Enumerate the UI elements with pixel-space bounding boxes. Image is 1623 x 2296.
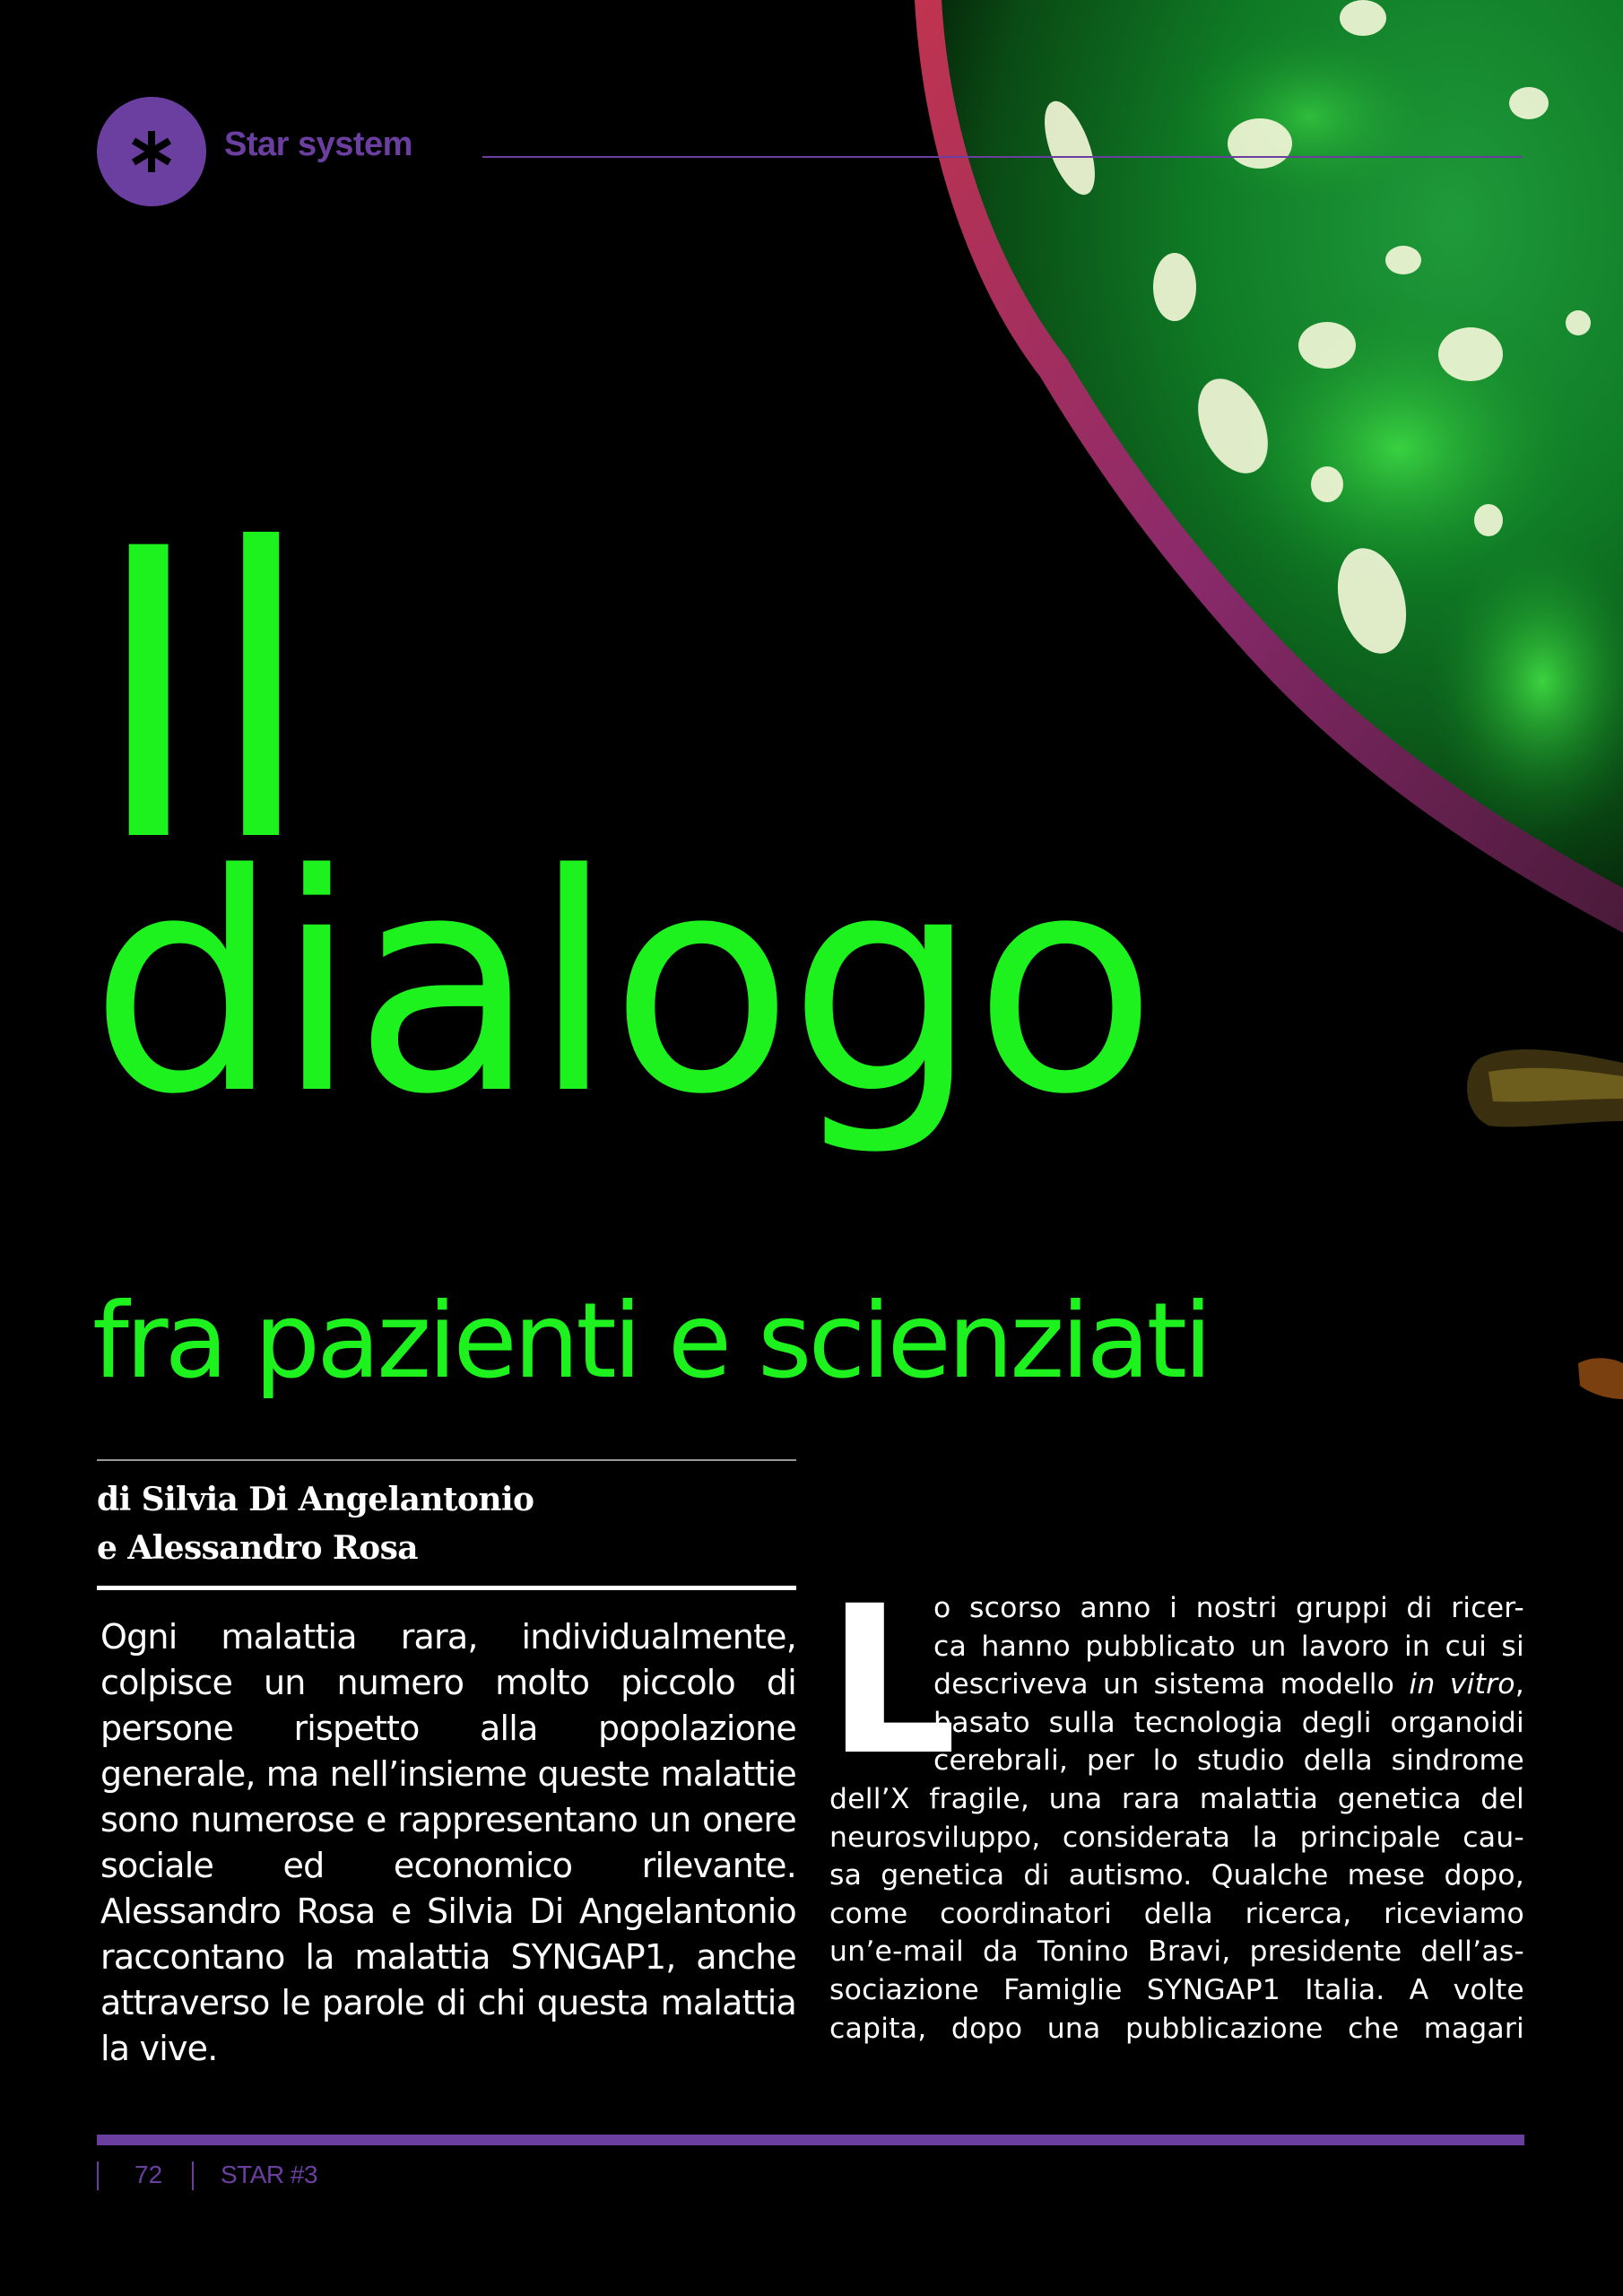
body-line: o scorso anno i nostri gruppi di ricer- — [933, 1592, 1524, 1624]
body-line: sa genetica di autismo. Qualche mese dopo, — [829, 1859, 1524, 1892]
lede-paragraph: Ogni malattia rara, individualmente, colpisce un numero molto piccolo di persone rispetto alla popolazione generale, ma nell’insieme queste malattie sono numerose e rappresentano un onere sociale ed economico rilevante. Alessandro Rosa e Silvia Di Angelantonio raccontano la malattia SYNGAP1, anche attraverso le parole di chi questa malattia la vive. — [100, 1617, 796, 2068]
body-line: un’e-mail da Tonino Bravi, presidente dell’as- — [829, 1935, 1524, 1969]
section-label: Star system — [224, 126, 412, 163]
body-line: dell’X fragile, una rara malattia genetica del — [829, 1782, 1524, 1815]
byline — [97, 1475, 796, 1572]
body-line: capita, dopo una pubblicazione che magari — [829, 2012, 1524, 2045]
body-line: ca hanno pubblicato un lavoro in cui si — [933, 1630, 1524, 1663]
subtitle: fra pazienti e scienziati — [92, 1281, 1210, 1402]
byline-rule-bottom — [97, 1586, 796, 1590]
section-badge — [97, 97, 206, 206]
footer-divider — [97, 2161, 99, 2190]
body-line: neurosviluppo, considerata la principale cau- — [829, 1821, 1524, 1854]
body-line: come coordinatori della ricerca, riceviamo — [829, 1897, 1524, 1930]
body-column — [829, 1589, 1524, 2048]
drop-cap: L — [827, 1561, 958, 1800]
body-line: cerebrali, per lo studio della sindrome — [933, 1744, 1524, 1778]
byline-line-1: di Silvia Di Angelantonio — [97, 1481, 534, 1518]
header-rule — [482, 156, 1523, 158]
page-number: 72 — [135, 2161, 163, 2188]
asterisk-icon — [127, 127, 176, 176]
title-line-1: Il — [90, 465, 315, 929]
byline-line-2: e Alessandro Rosa — [97, 1529, 418, 1567]
footer-divider — [192, 2161, 194, 2190]
body-line: basato sulla tecnologia degli organoidi — [933, 1706, 1524, 1739]
issue-label: STAR #3 — [221, 2161, 318, 2188]
footer-rule — [97, 2135, 1524, 2145]
title-line-2: dialogo — [90, 811, 1152, 1161]
body-line: descriveva un sistema modello in vitro, — [933, 1668, 1524, 1701]
byline-rule-top — [97, 1459, 796, 1461]
body-line: sociazione Famiglie SYNGAP1 Italia. A volte — [829, 1973, 1524, 2006]
